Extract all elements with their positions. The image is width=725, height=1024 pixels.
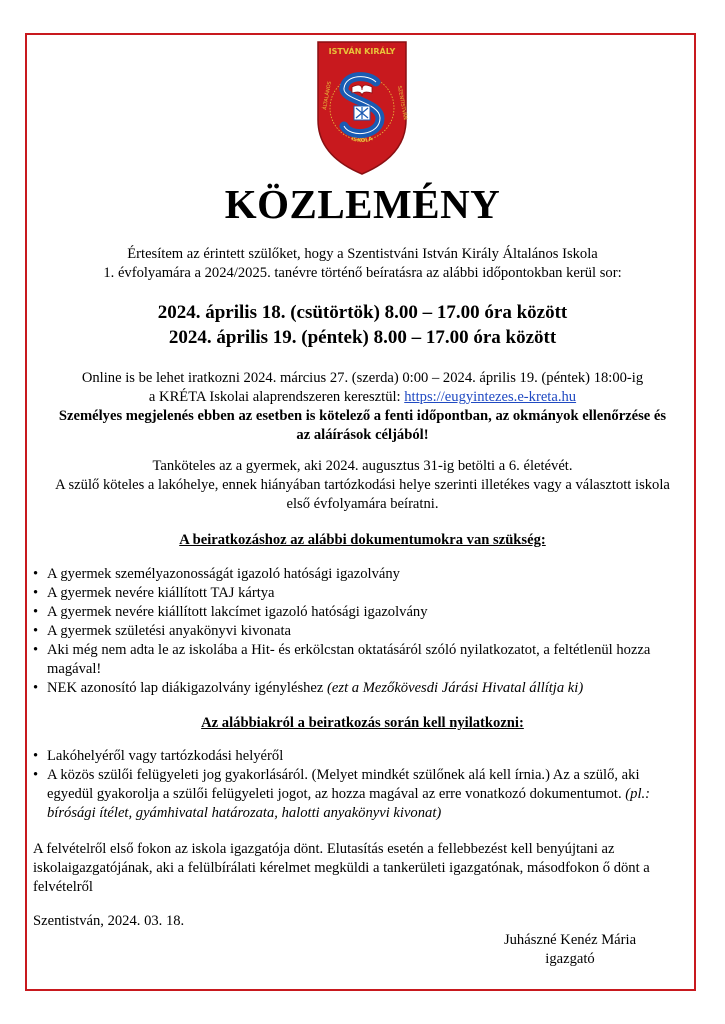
declarations-list [33,747,673,823]
list-item-italic: (pl.: bírósági ítélet, gyámhivatal határozata, halotti anyakönyvi kivonat) [47,786,651,821]
school-age-info [45,457,680,514]
intro-text [60,245,665,283]
list-item: • Aki még nem adta le az iskolába a Hit- és erkölcstan oktatásáról szóló nyilatkozatot, a feltétlenül hozza magával! [33,641,673,679]
list-item: • A gyermek nevére kiállított lakcímet igazoló hatósági igazolvány [33,603,673,622]
intro-line: 1. évfolyamára a 2024/2025. tanévre történő beíratásra az alábbi időpontokban kerül sor: [103,265,622,281]
list-item: • Lakóhelyéről vagy tartózkodási helyéről [33,747,673,766]
crest-right-text: SZENTISTVÁN [396,85,408,121]
age-line: Tanköteles az a gyermek, aki 2024. augusztus 31-ig betölti a 6. életévét. [152,458,573,474]
list-item: • A gyermek születési anyakönyvi kivonata [33,622,673,641]
school-crest-logo [316,40,408,176]
list-item-italic: (ezt a Mezőkövesdi Járási Hivatal állítja ki) [327,680,584,696]
list-item-text: A közös szülői felügyeleti jog gyakorlásáról. (Melyet mindkét szülőnek alá kell írnia.) Az a szülő, aki egyedül gyakorolja a szülői felügyeleti jogot, az hozza magával az erre vonatkozó dokumentumot. [47,767,640,802]
online-enrollment-info [50,369,675,445]
enrollment-date: 2024. április 19. (péntek) 8.00 – 17.00 óra között [168,327,557,348]
online-line: Online is be lehet iratkozni 2024. március 27. (szerda) 0:00 – 2024. április 19. (péntek) 18:00-ig [81,370,644,386]
signature-name: Juhászné Kenéz Mária [503,932,637,948]
place-date: Szentistván, 2024. 03. 18. [33,913,185,929]
list-item [33,766,673,823]
age-line: A szülő köteles a lakóhelye, ennek hiányában tartózkodási helye szerinti illetékes vagy a választott iskola [55,477,670,493]
kreta-link[interactable]: https://eugyintezes.e-kreta.hu [404,389,577,405]
list-item: • A gyermek személyazonosságát igazoló hatósági igazolvány [33,565,673,584]
crest-left-text: ÁLTALÁNOS [322,80,333,111]
list-item: • A gyermek nevére kiállított TAJ kártya [33,584,673,603]
crest-top-text: ISTVÁN KIRÁLY [328,47,396,56]
crest-bottom-text: ISKOLA [350,136,374,145]
closing-paragraph: A felvételről első fokon az iskola igazgatója dönt. Elutasítás esetén a fellebbezést kell benyújtani az iskolaigazgatójának, aki a felülbírálati kérelmet megküldi a tankerületi igazgatónak, másodfokon ő dönt a felvételről [33,841,650,895]
enrollment-dates [60,300,665,350]
list-item-text: NEK azonosító lap diákigazolvány igényléshez [47,680,328,696]
documents-heading: A beiratkozáshoz az alábbi dokumentumokra van szükség: [179,532,546,548]
enrollment-date: 2024. április 18. (csütörtök) 8.00 – 17.00 óra között [157,302,568,323]
online-line [50,388,675,407]
online-line-prefix: a KRÉTA Iskolai alaprendszeren keresztül: [148,389,405,405]
documents-list [33,565,673,698]
age-line: első évfolyamára beíratni. [286,496,439,512]
intro-line: Értesítem az érintett szülőket, hogy a Szentistváni István Király Általános Iskola [127,246,598,262]
personal-appearance-note: az aláírások céljából! [296,427,429,443]
signature-block [470,931,670,969]
personal-appearance-note: Személyes megjelenés ebben az esetben is kötelező a fenti időpontban, az okmányok ellenőrzése és [58,408,667,424]
signature-role: igazgató [545,951,595,967]
list-item [33,679,673,698]
page-title: KÖZLEMÉNY [224,181,501,227]
declarations-heading: Az alábbiakról a beiratkozás során kell nyilatkozni: [201,715,524,731]
